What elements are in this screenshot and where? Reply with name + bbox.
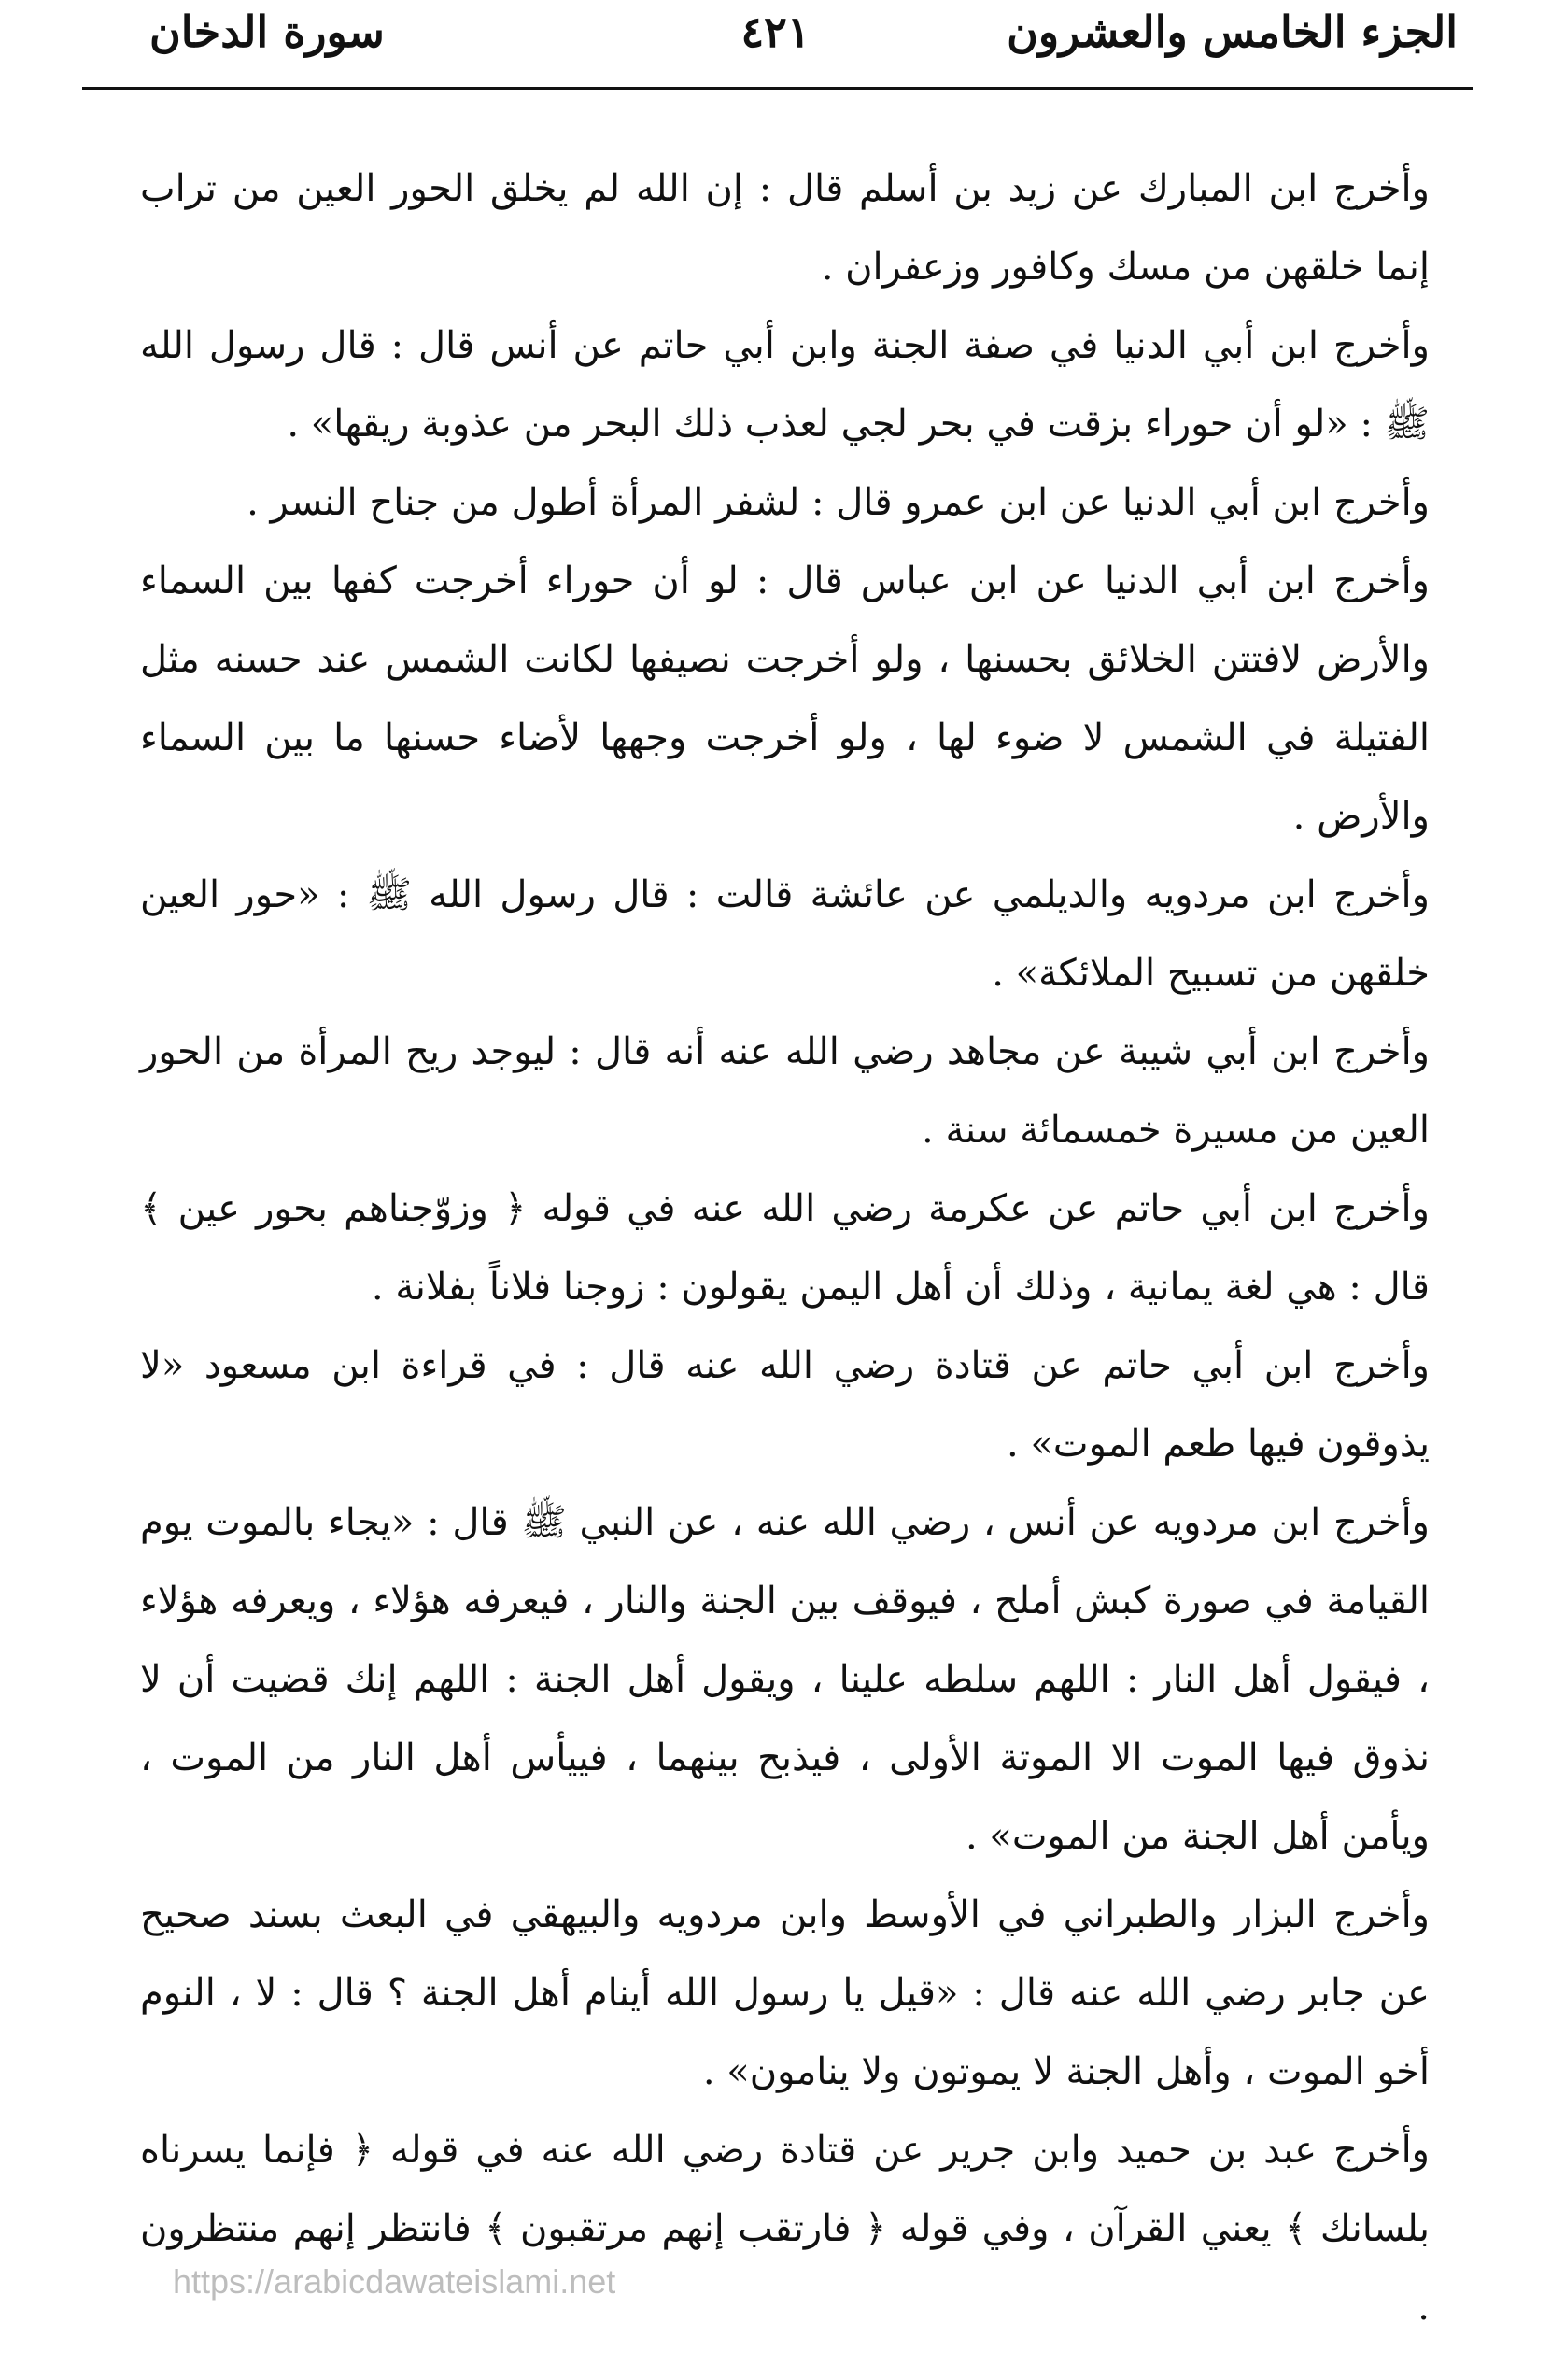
watermark-url: https://arabicdawateislami.net bbox=[173, 2262, 616, 2301]
paragraph: وأخرج ابن أبي الدنيا في صفة الجنة وابن أبي حاتم عن أنس قال : قال رسول الله ﷺ : «لو أن حوراء بزقت في بحر لجي لعذب ذلك البحر من عذوبة ريقها» . bbox=[140, 324, 1430, 446]
surah-title: سورة الدخان bbox=[149, 7, 385, 57]
header-divider bbox=[82, 87, 1473, 90]
page-body bbox=[140, 149, 1430, 2346]
page-number: ٤٢١ bbox=[740, 7, 811, 57]
paragraph: وأخرج ابن مردويه عن أنس ، رضي الله عنه ، عن النبي ﷺ قال : «يجاء بالموت يوم القيامة في صورة كبش أملح ، فيوقف بين الجنة والنار ، فيعرفه هؤلاء ، ويعرفه هؤلاء ، فيقول أهل النار : اللهم سلطه علينا ، ويقول أهل الجنة : اللهم إنك قضيت أن لا نذوق فيها الموت الا الموتة الأولى ، فيذبح بينهما ، فييأس أهل النار من الموت ، ويأمن أهل الجنة من الموت» . bbox=[140, 1501, 1430, 1858]
paragraph: وأخرج عبد بن حميد وابن جرير عن قتادة رضي الله عنه في قوله ﴿ فإنما يسرناه بلسانك ﴾ يعني القرآن ، وفي قوله ﴿ فارتقب إنهم مرتقبون ﴾ فانتظر إنهم منتظرون . bbox=[140, 2129, 1430, 2329]
paragraph: وأخرج ابن أبي حاتم عن قتادة رضي الله عنه قال : في قراءة ابن مسعود «لا يذوقون فيها طعم الموت» . bbox=[140, 1344, 1430, 1466]
paragraph: وأخرج ابن المبارك عن زيد بن أسلم قال : إن الله لم يخلق الحور العين من تراب إنما خلقهن من مسك وكافور وزعفران . bbox=[140, 167, 1430, 289]
paragraph: وأخرج ابن أبي شيبة عن مجاهد رضي الله عنه أنه قال : ليوجد ريح المرأة من الحور العين من مسيرة خمسمائة سنة . bbox=[140, 1030, 1430, 1152]
paragraph: وأخرج ابن أبي حاتم عن عكرمة رضي الله عنه في قوله ﴿ وزوّجناهم بحور عين ﴾ قال : هي لغة يمانية ، وذلك أن أهل اليمن يقولون : زوجنا فلاناً بفلانة . bbox=[140, 1187, 1430, 1309]
paragraph: وأخرج ابن مردويه والديلمي عن عائشة قالت : قال رسول الله ﷺ : «حور العين خلقهن من تسبيح الملائكة» . bbox=[140, 873, 1430, 995]
part-title: الجزء الخامس والعشرون bbox=[1007, 7, 1458, 57]
page-header bbox=[93, 0, 1458, 86]
paragraph: وأخرج البزار والطبراني في الأوسط وابن مردويه والبيهقي في البعث بسند صحيح عن جابر رضي الله عنه قال : «قيل يا رسول الله أينام أهل الجنة ؟ قال : لا ، النوم أخو الموت ، وأهل الجنة لا يموتون ولا ينامون» . bbox=[140, 1893, 1430, 2093]
paragraph: وأخرج ابن أبي الدنيا عن ابن عمرو قال : لشفر المرأة أطول من جناح النسر . bbox=[247, 481, 1430, 524]
paragraph: وأخرج ابن أبي الدنيا عن ابن عباس قال : لو أن حوراء أخرجت كفها بين السماء والأرض لافتتن الخلائق بحسنها ، ولو أخرجت نصيفها لكانت الشمس عند حسنه مثل الفتيلة في الشمس لا ضوء لها ، ولو أخرجت وجهها لأضاء حسنها ما بين السماء والأرض . bbox=[140, 560, 1430, 838]
